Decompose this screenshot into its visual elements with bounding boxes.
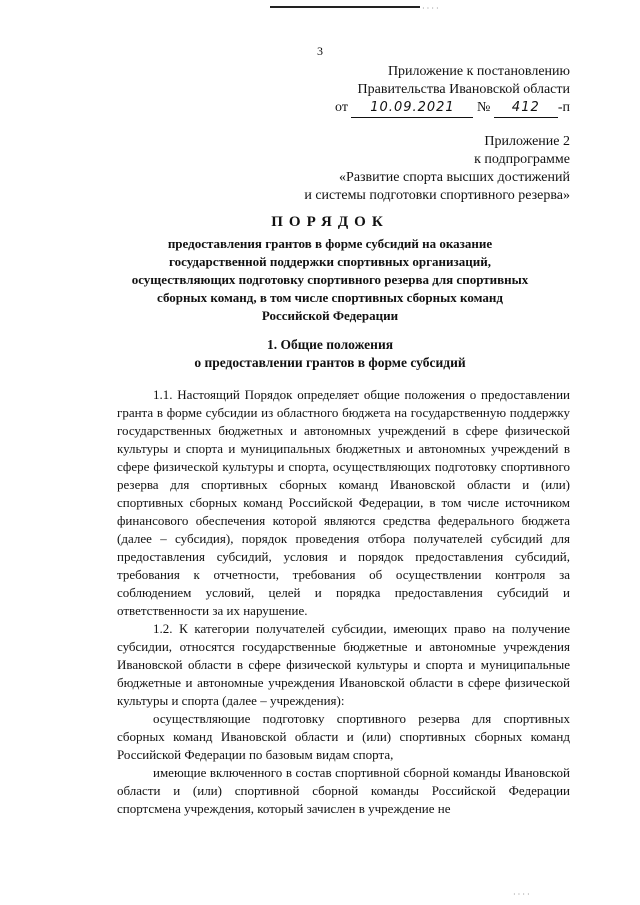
appendix-date-number-line <box>335 99 570 118</box>
section-heading-line-1: 1. Общие положения <box>266 337 394 352</box>
section-heading <box>75 336 585 372</box>
appendix2-line-4: и системы подготовки спортивного резерва» <box>304 188 570 203</box>
appendix-resolution-block <box>335 63 570 118</box>
appendix2-line-1: Приложение 2 <box>484 134 570 149</box>
subtitle-line: предоставления грантов в форме субсидий на оказание <box>167 236 493 251</box>
top-scan-mark: · · · · <box>422 4 439 13</box>
subtitle-line: государственной поддержки спортивных организаций, <box>169 254 491 269</box>
number-label: № <box>476 100 491 115</box>
number-suffix: -п <box>557 100 570 115</box>
bottom-scan-mark: · · · · <box>513 890 530 899</box>
paragraph: осуществляющие подготовку спортивного резерва для спортивных сборных команд Ивановской области и (или) спортивных сборных команд Российской Федерации по базовым видам спорта, <box>117 711 570 762</box>
appendix-line-1: Приложение к постановлению <box>387 64 570 79</box>
subtitle-line: Российской Федерации <box>261 308 399 323</box>
document-title: ПОРЯДОК <box>271 214 389 230</box>
paragraph: 1.1. Настоящий Порядок определяет общие положения о предоставлении гранта в форме субсидии из областного бюджета на государственную поддержку государственных бюджетных и автономных учреждений в сфере физической культуры и спорта и муниципальных бюджетных и автономных учреждений в сфере физической культуры и спорта, осуществляющих подготовку спортивного резерва для спортивных сборных команд Ивановской области и (или) спортивных сборных команд Российской Федерации, в том числе источником финансового обеспечения которой являются средства федерального бюджета (далее – субсидия), порядок проведения отбора получателей субсидий для предоставления субсидий, условия и порядок предоставления субсидий, требования к отчетности, требования об осуществлении контроля за соблюдением условий, целей и порядка предоставления субсидий и ответственности за их нарушение. <box>117 387 570 618</box>
subtitle-line: сборных команд, в том числе спортивных сборных команд <box>157 290 503 305</box>
paragraph: имеющие включенного в состав спортивной сборной команды Ивановской области и (или) спортивной сборной команды Российской Федерации спортсмена учреждения, который зачислен в учреждение не <box>117 765 570 816</box>
subtitle-line: осуществляющих подготовку спортивного резерва для спортивных <box>131 272 529 287</box>
appendix-line-2: Правительства Ивановской области <box>357 82 570 97</box>
section-heading-line-2: о предоставлении грантов в форме субсидий <box>194 355 466 370</box>
handwritten-number: 412 <box>494 99 558 118</box>
handwritten-date: 10.09.2021 <box>351 99 473 118</box>
body-text <box>117 386 570 818</box>
page-number: 3 <box>317 44 323 58</box>
appendix2-line-2: к подпрограмме <box>474 152 570 167</box>
appendix-subprogram-block <box>304 133 570 205</box>
document-subtitle <box>75 235 585 325</box>
top-rule <box>270 6 420 8</box>
paragraph: 1.2. К категории получателей субсидии, имеющих право на получение субсидии, относятся государственные бюджетные и автономные учреждения Ивановской области в сфере физической культуры и спорта и муниципальные бюджетные и автономные учреждения Ивановской области в сфере физической культуры и спорта (далее – учреждения): <box>117 621 570 708</box>
from-label: от <box>335 100 348 115</box>
appendix2-line-3: «Развитие спорта высших достижений <box>339 170 570 185</box>
